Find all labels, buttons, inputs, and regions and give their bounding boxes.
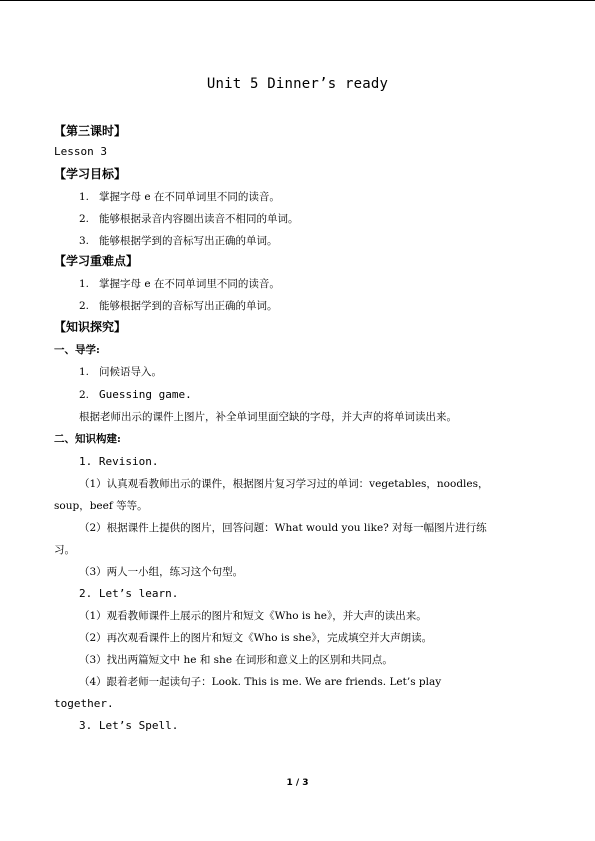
key-point-text: 掌握字母 e 在不同单词里不同的读音。: [99, 278, 280, 290]
build-line: 2. Let’s learn.: [79, 587, 179, 600]
key-point-item: [79, 277, 280, 291]
key-point-item: [79, 299, 278, 313]
guide-item: [79, 365, 162, 379]
objective-number: 1.: [79, 191, 90, 203]
guide-number: 1.: [79, 366, 90, 378]
build-line: together.: [54, 697, 114, 710]
document-title: Unit 5 Dinner’s ready: [206, 76, 389, 92]
lesson-header: 【第三课时】: [54, 124, 127, 138]
guide-paragraph: 根据老师出示的课件上图片，补全单词里面空缺的字母，并大声的将单词读出来。: [79, 411, 457, 423]
build-line: （1）认真观看教师出示的课件，根据图片复习学习过的单词：vegetables，noodles，: [79, 478, 489, 490]
section-build-heading: 二、知识构建:: [54, 433, 121, 445]
page-number: 1 / 3: [286, 778, 309, 788]
section-guide-heading: 一、导学:: [54, 344, 100, 356]
objective-item: [79, 212, 299, 226]
objective-text: 能够根据录音内容圈出读音不相同的单词。: [99, 213, 299, 225]
exploration-heading: 【知识探究】: [54, 320, 127, 334]
build-line: （4）跟着老师一起读句子：Look. This is me. We are friends. Let’s play: [79, 676, 442, 688]
guide-number: 2.: [79, 389, 90, 401]
objective-item: [79, 190, 280, 204]
build-line: （2）根据课件上提供的图片，回答问题：What would you like? 对每一幅图片进行练: [79, 522, 487, 534]
top-border-rule: [0, 0, 595, 1]
build-line: （3）两人一小组，练习这个句型。: [79, 566, 244, 578]
build-line: （3）找出两篇短文中 he 和 she 在词形和意义上的区别和共同点。: [79, 654, 393, 666]
objective-number: 3.: [79, 235, 90, 247]
lesson-label: Lesson 3: [54, 145, 107, 158]
key-point-number: 1.: [79, 278, 90, 290]
build-line: （1）观看教师课件上展示的图片和短文《Who is he》，并大声的读出来。: [79, 610, 427, 622]
guide-text: 问候语导入。: [99, 366, 162, 378]
key-point-number: 2.: [79, 300, 90, 312]
objective-item: [79, 234, 278, 248]
objective-text: 掌握字母 e 在不同单词里不同的读音。: [99, 191, 280, 203]
guide-text: Guessing game.: [99, 388, 192, 401]
build-line: soup，beef 等等。: [54, 500, 148, 512]
objectives-heading: 【学习目标】: [54, 167, 127, 181]
key-points-heading: 【学习重难点】: [54, 254, 139, 268]
build-line: （2）再次观看课件上的图片和短文《Who is she》，完成填空并大声朗读。: [79, 632, 433, 644]
key-point-text: 能够根据学到的音标写出正确的单词。: [99, 300, 278, 312]
objective-text: 能够根据学到的音标写出正确的单词。: [99, 235, 278, 247]
guide-item: [79, 388, 192, 402]
build-line: 1. Revision.: [79, 455, 159, 468]
build-line: 习。: [54, 544, 75, 556]
build-line: 3. Let’s Spell.: [79, 719, 179, 732]
objective-number: 2.: [79, 213, 90, 225]
